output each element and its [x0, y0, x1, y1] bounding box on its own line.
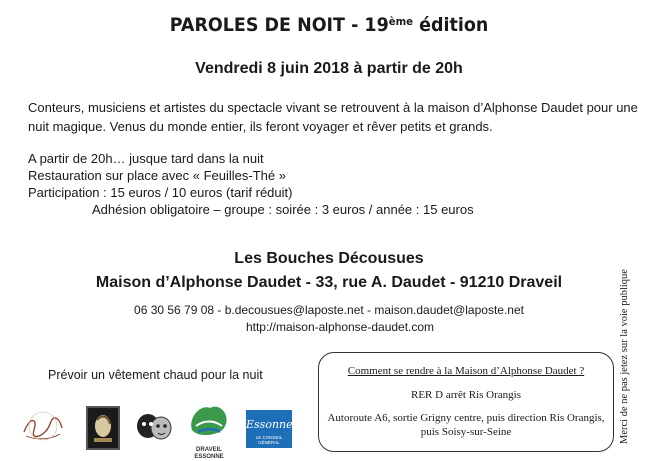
draveil-tree-icon [186, 400, 232, 442]
framed-picture-logo [86, 406, 120, 450]
draveil-logo [186, 400, 232, 460]
website-link[interactable]: http://maison-alphonse-daudet.com [245, 320, 435, 334]
title-superscript: ème [388, 15, 414, 28]
directions-road: Autoroute A6, sortie Grigny centre, puis direction Ris Orangis, puis Soisy-sur-Seine [327, 412, 605, 438]
contact-block [0, 302, 658, 336]
masks-icon [134, 412, 174, 442]
organizer-name: Les Bouches Décousues [234, 250, 424, 267]
directions-box [318, 352, 614, 452]
title-edition: édition [413, 14, 489, 36]
masks-logo [134, 412, 174, 442]
essonne-logo [246, 410, 292, 448]
framed-picture-icon [88, 408, 118, 448]
event-info [28, 150, 474, 218]
contact-line: 06 30 56 79 08 - b.decousues@laposte.net - maison.daudet@laposte.net [134, 303, 524, 317]
essonne-logo-text: Essonne [246, 418, 293, 431]
side-note: Merci de ne pas jetez sur la voie publique [619, 269, 630, 445]
signature-logo [20, 406, 66, 446]
info-price: Participation : 15 euros / 10 euros (tarif réduit) [28, 185, 293, 200]
info-membership: Adhésion obligatoire – groupe : soirée : 3 euros / année : 15 euros [92, 202, 474, 217]
event-date: Vendredi 8 juin 2018 à partir de 20h [195, 60, 463, 77]
info-hours: A partir de 20h… jusque tard dans la nuit [28, 151, 264, 166]
organizer-block [0, 247, 658, 295]
directions-rer: RER D arrêt Ris Orangis [411, 389, 521, 401]
directions-question: Comment se rendre à la Maison d’Alphonse Daudet ? [347, 365, 585, 377]
organizer-address: Maison d’Alphonse Daudet - 33, rue A. Daudet - 91210 Draveil [95, 274, 563, 291]
reminder-text: Prévoir un vêtement chaud pour la nuit [48, 368, 263, 382]
signature-logo-icon [20, 406, 66, 446]
info-food: Restauration sur place avec « Feuilles-Thé » [28, 168, 286, 183]
draveil-logo-text: DRAVEIL ESSONNE [194, 447, 224, 460]
essonne-logo-subtext: LE CONSEIL GÉNÉRAL [255, 435, 283, 445]
title-main: PAROLES DE NOIT - 19 [169, 14, 389, 36]
event-title [26, 14, 631, 36]
event-description: Conteurs, musiciens et artistes du spectacle vivant se retrouvent à la maison d’Alphonse Daudet pour une nuit magique. Venus du monde entier, ils feront voyager et rêver petits et grands. [28, 100, 638, 134]
